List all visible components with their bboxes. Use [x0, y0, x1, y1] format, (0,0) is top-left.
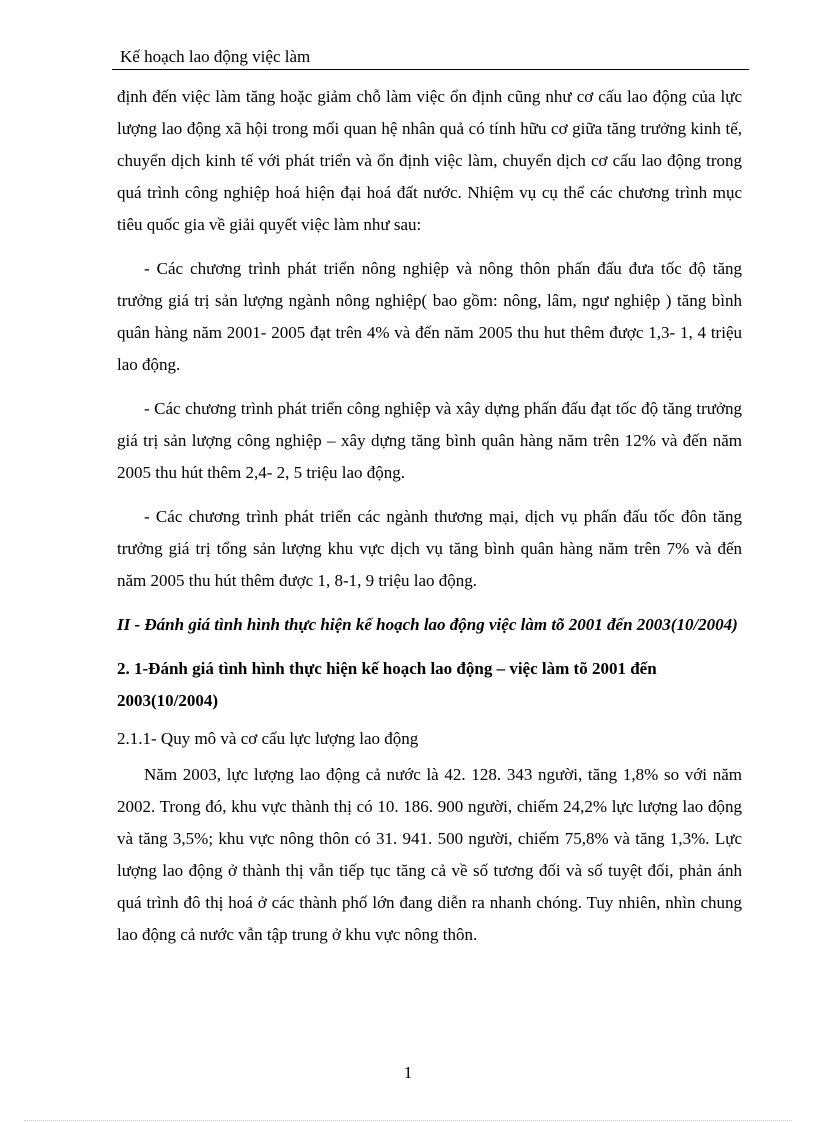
- paragraph-labor-force: Năm 2003, lực lượng lao động cả nước là 42. 128. 343 người, tăng 1,8% so với năm 2002. Trong đó, khu vực thành thị có 10. 186. 900 người, chiếm 24,2% lực lượng lao động và tăng 3,5%; khu vực nông thôn có 31. 941. 500 người, chiếm 75,8% và tăng 1,3%. Lực lượng lao động ở thành thị vẫn tiếp tục tăng cả về số tương đối và số tuyệt đối, phản ánh quá trình đô thị hoá ở các thành phố lớn đang diễn ra nhanh chóng. Tuy nhiên, nhìn chung lao động cả nước vẫn tập trung ở khu vực nông thôn.: [117, 765, 742, 944]
- document-body: [117, 81, 742, 963]
- paragraph-industry: - Các chương trình phát triển công nghiệp và xây dựng phấn đấu đạt tốc độ tăng trưởng giá trị sản lượng công nghiệp – xây dựng tăng bình quân hàng năm trên 12% và đến năm 2005 thu hút thêm 2,4- 2, 5 triệu lao động.: [117, 399, 742, 482]
- page-number: 1: [403, 1063, 413, 1082]
- subsection-heading: 2. 1-Đánh giá tình hình thực hiện kế hoạch lao động – việc làm tõ 2001 đến 2003(10/2004): [117, 659, 657, 710]
- header-title: Kế hoạch lao động việc làm: [120, 47, 311, 66]
- page-header: [112, 47, 749, 70]
- paragraph-agriculture: - Các chương trình phát triển nông nghiệp và nông thôn phấn đấu đưa tốc độ tăng trưởng giá trị sản lượng ngành nông nghiệp( bao gồm: nông, lâm, ngư nghiệp ) tăng bình quân hàng năm 2001- 2005 đạt trên 4% và đến năm 2005 thu hut thêm được 1,3- 1, 4 triệu lao động.: [117, 259, 742, 374]
- section-heading: II - Đánh giá tình hình thực hiện kế hoạch lao động việc làm tõ 2001 đến 2003(10/2004): [117, 615, 738, 634]
- paragraph-services: - Các chương trình phát triển các ngành thương mại, dịch vụ phấn đấu tốc đôn tăng trưởng giá trị tổng sản lượng khu vực dịch vụ tăng bình quân hàng năm trên 7% và đến năm 2005 thu hút thêm được 1, 8-1, 9 triệu lao động.: [117, 507, 742, 590]
- paragraph-intro: định đến việc làm tăng hoặc giảm chỗ làm việc ổn định cũng như cơ cấu lao động của lực lượng lao động xã hội trong mối quan hệ nhân quả có tính hữu cơ giữa tăng trưởng kinh tế, chuyển dịch kinh tế với phát triển và ổn định việc làm, chuyển dịch cơ cấu lao động trong quá trình công nghiệp hoá hiện đại hoá đất nước. Nhiệm vụ cụ thể các chương trình mục tiêu quốc gia về giải quyết việc làm như sau:: [117, 87, 742, 234]
- subsubsection-heading: 2.1.1- Quy mô và cơ cấu lực lượng lao động: [117, 729, 419, 748]
- page-bottom-divider: [24, 1120, 792, 1121]
